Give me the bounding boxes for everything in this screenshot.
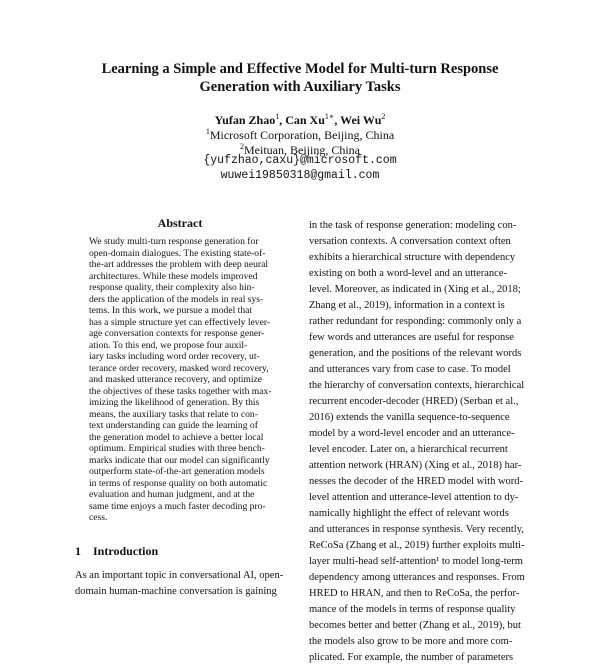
section-title: Introduction bbox=[93, 544, 159, 558]
text-line: existing on both a word-level and an utterance- bbox=[309, 268, 507, 279]
text-line: outperform state-of-the-art generation models bbox=[89, 466, 265, 477]
author-separator: , bbox=[279, 113, 286, 127]
text-line: tems. In this work, we pursue a model that bbox=[89, 305, 253, 316]
text-line: the models also grow to be more and more com- bbox=[309, 636, 513, 647]
text-line: iary tasks including word order recovery, ut- bbox=[89, 351, 260, 362]
section-heading-introduction bbox=[75, 544, 158, 559]
text-line: exhibits a hierarchical structure with dependency bbox=[309, 252, 516, 263]
abstract-body bbox=[89, 236, 279, 524]
paper-title bbox=[60, 60, 540, 96]
affiliation-text: Meituan, Beijing, China bbox=[244, 143, 360, 157]
title-line-1: Learning a Simple and Effective Model for Multi-turn Response bbox=[101, 61, 499, 77]
text-line: model by a word-level encoder and an utterance- bbox=[309, 428, 515, 439]
text-line: marks indicate that our model can significantly bbox=[89, 454, 270, 466]
text-line: same time enjoys a much faster decoding pro- bbox=[89, 500, 266, 512]
title-line-2: Generation with Auxiliary Tasks bbox=[199, 79, 401, 95]
text-line: the generation model to achieve a better local bbox=[89, 431, 264, 443]
text-line: generation, and the positions of the relevant words bbox=[309, 348, 522, 359]
text-line: namically highlight the effect of relevant words bbox=[309, 508, 509, 519]
text-line: level. Moreover, as indicated in (Xing et al., 2018; bbox=[309, 284, 521, 295]
text-line: imizing the likelihood of generation. By this bbox=[89, 397, 260, 408]
text-line: optimum. Empirical studies with three bench- bbox=[89, 443, 265, 454]
text-line: ReCoSa (Zhang et al., 2019) further exploits multi- bbox=[309, 540, 525, 551]
text-line: As an important topic in conversational AI, open- bbox=[75, 570, 284, 581]
introduction-body bbox=[75, 568, 300, 600]
text-line: mance of the models in terms of response quality bbox=[309, 604, 516, 615]
text-line: level encoder. Later on, a hierarchical recurrent bbox=[309, 444, 508, 455]
text-line: few words and utterances are useful for response bbox=[309, 332, 514, 343]
text-line: and masked utterance recovery, and optimize bbox=[89, 374, 263, 385]
author-name: Can Xu bbox=[285, 113, 325, 127]
text-line: cess. bbox=[89, 512, 108, 523]
text-line: layer multi-head self-attention¹ to model long-term bbox=[309, 556, 523, 567]
text-line: text understanding can guide the learning of bbox=[89, 420, 258, 431]
text-line: the hierarchy of conversation contexts, hierarchical bbox=[309, 380, 525, 391]
affiliation-mark: 2 bbox=[240, 142, 244, 151]
affiliation-text: Microsoft Corporation, Beijing, China bbox=[209, 128, 395, 142]
text-line: Zhang et al., 2019), information in a context is bbox=[309, 300, 505, 311]
text-line: recurrent encoder-decoder (HRED) (Serban et al., bbox=[309, 396, 519, 407]
author-affil-mark: 2 bbox=[381, 112, 386, 121]
email-line-1: {yufzhao,caxu}@microsoft.com bbox=[203, 154, 397, 167]
author-separator: , bbox=[334, 113, 341, 127]
text-line: the objectives of these tasks together with max- bbox=[89, 385, 272, 397]
text-line: open-domain dialogues. The existing state-of- bbox=[89, 247, 266, 259]
text-line: attention network (HRAN) (Xing et al., 2018) har- bbox=[309, 460, 522, 471]
text-line: ders the application of the models in real sys- bbox=[89, 293, 264, 305]
text-line: in terms of response quality on both automatic bbox=[89, 477, 268, 489]
text-line: domain human-machine conversation is gaining bbox=[75, 586, 277, 597]
text-line: becomes better and better (Zhang et al., 2019), but bbox=[309, 620, 521, 631]
text-line: versation contexts. A conversation context often bbox=[309, 236, 511, 247]
text-line: and utterances vary from case to case. To model bbox=[309, 364, 511, 375]
text-line: response quality, their complexity also hin- bbox=[89, 282, 255, 293]
text-line: rather redundant for responding: commonly only a bbox=[309, 316, 522, 327]
author-affil-mark: 1 bbox=[275, 112, 280, 121]
text-line: dependency among utterances and responses. From bbox=[309, 572, 525, 583]
text-line: in the task of response generation: modeling con- bbox=[309, 220, 517, 231]
text-line: level attention and utterance-level attention to dy- bbox=[309, 492, 519, 503]
abstract-heading: Abstract bbox=[157, 216, 203, 230]
author-name: Yufan Zhao bbox=[214, 113, 276, 127]
section-number: 1 bbox=[75, 544, 81, 558]
text-line: HRED to HRAN, and then to ReCoSa, the perfor- bbox=[309, 588, 520, 599]
text-line: We study multi-turn response generation for bbox=[89, 236, 259, 247]
right-column-body bbox=[309, 218, 537, 666]
text-line: 2016) extends the vanilla sequence-to-sequence bbox=[309, 412, 510, 423]
author-affil-mark: 1∗ bbox=[324, 112, 335, 121]
affiliation-mark: 1 bbox=[205, 127, 210, 136]
text-line: terance order recovery, masked word recovery, bbox=[89, 362, 269, 374]
text-line: evaluation and human judgment, and at the bbox=[89, 489, 255, 500]
text-line: the-art addresses the problem with deep neural bbox=[89, 259, 269, 270]
text-line: plicated. For example, the number of parameters bbox=[309, 652, 514, 663]
email-line-2: wuwei19850318@gmail.com bbox=[220, 169, 380, 182]
text-line: and utterances in response synthesis. Very recently, bbox=[309, 524, 524, 535]
text-line: has a simple structure yet can effectively lever- bbox=[89, 316, 271, 328]
text-line: nesses the decoder of the HRED model with word- bbox=[309, 476, 524, 487]
author-name: Wei Wu bbox=[340, 113, 382, 127]
text-line: means, the auxiliary tasks that relate to con- bbox=[89, 408, 258, 420]
text-line: ation. To this end, we propose four auxil- bbox=[89, 339, 248, 351]
text-line: age conversation contexts for response gener- bbox=[89, 328, 265, 339]
text-line: architectures. While these models improved bbox=[89, 270, 258, 282]
